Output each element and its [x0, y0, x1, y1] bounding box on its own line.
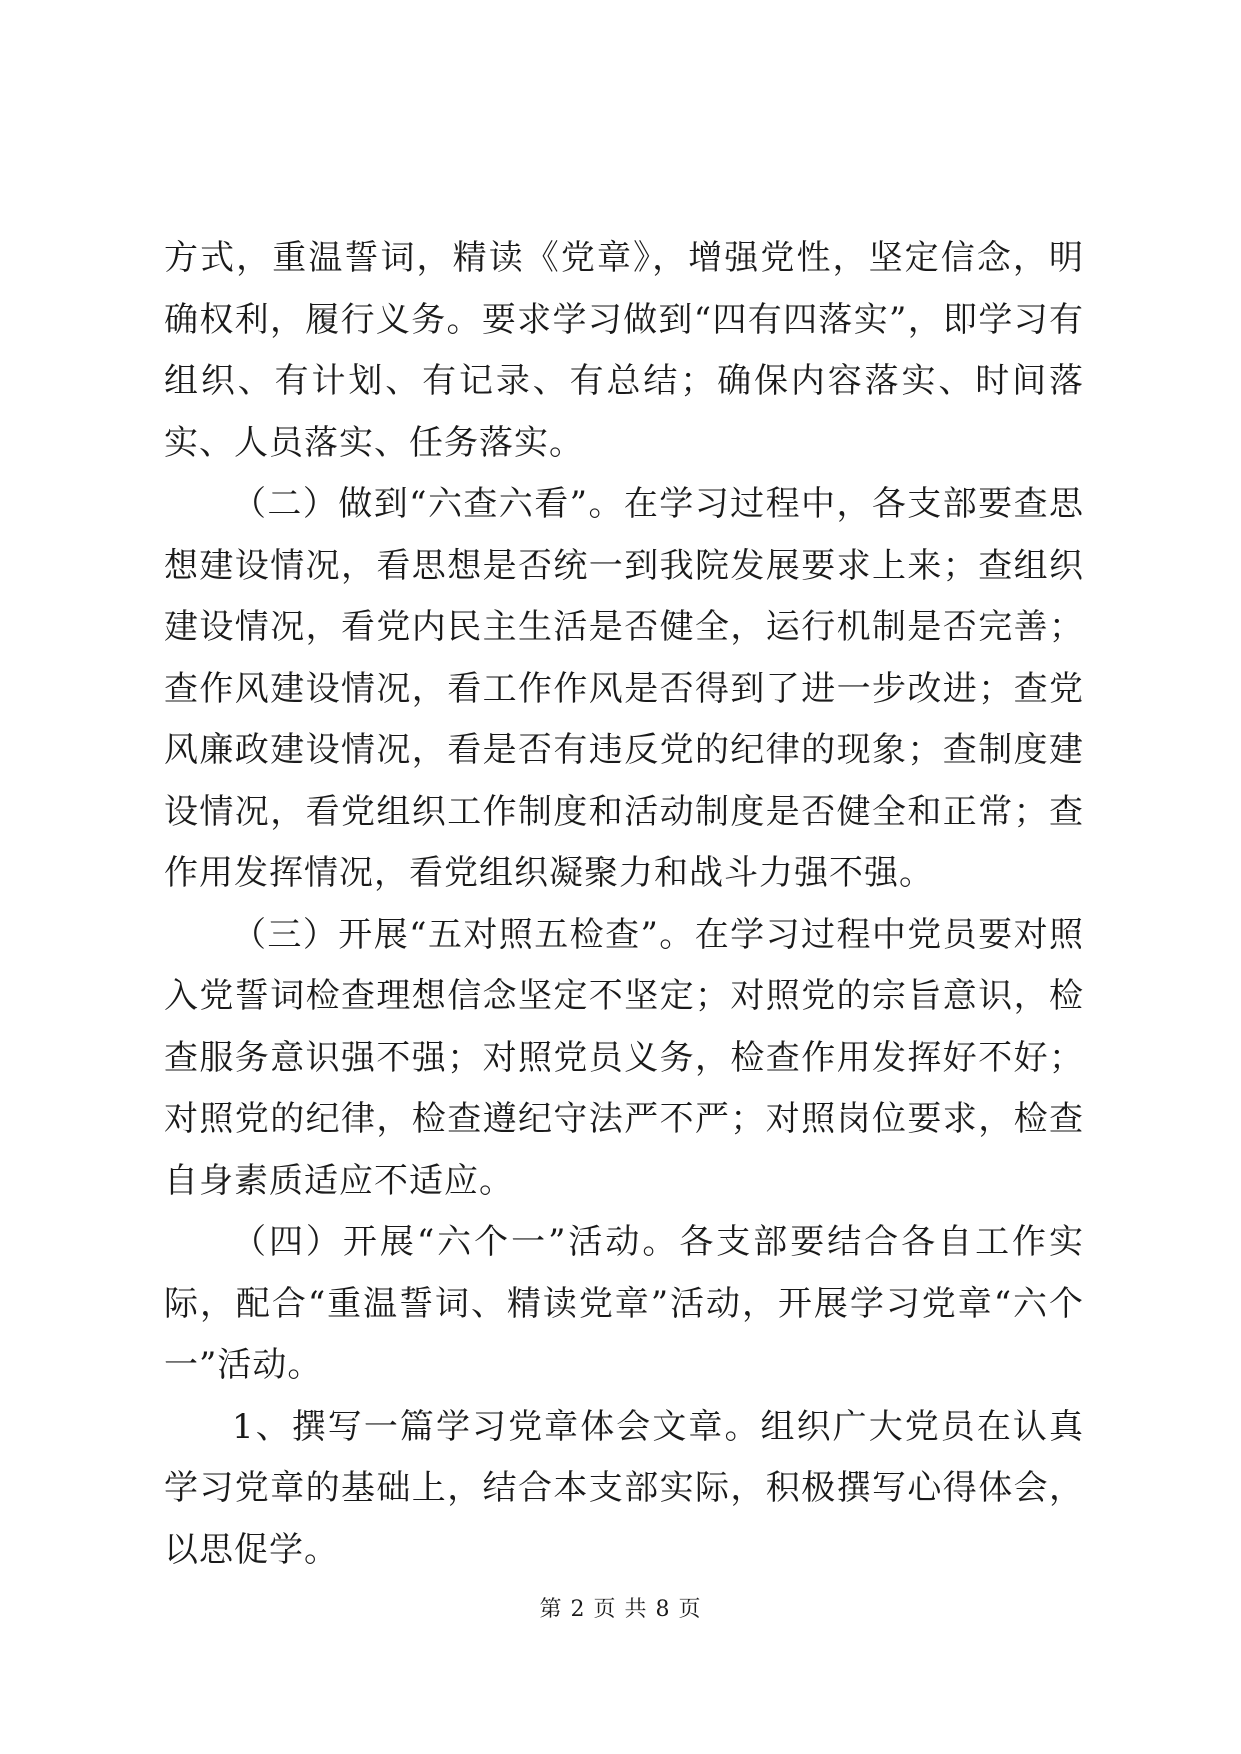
paragraph-5: 1、撰写一篇学习党章体会文章。组织广大党员在认真学习党章的基础上，结合本支部实际，积极撰写心得体会，以思促学。	[164, 1406, 1084, 1570]
page-footer: 第 2 页 共 8 页	[539, 1597, 702, 1622]
paragraph-3: （三）开展“五对照五检查”。在学习过程中党员要对照入党誓词检查理想信念坚定不坚定；对照党的宗旨意识，检查服务意识强不强；对照党员义务，检查作用发挥好不好；对照党的纪律，检查遵纪守法严不严；对照岗位要求，检查自身素质适应不适应。	[164, 914, 1084, 1201]
document-body	[164, 228, 1084, 1581]
paragraph-4: （四）开展“六个一”活动。各支部要结合各自工作实际，配合“重温誓词、精读党章”活动，开展学习党章“六个一”活动。	[164, 1222, 1084, 1385]
paragraph-2: （二）做到“六查六看”。在学习过程中，各支部要查思想建设情况，看思想是否统一到我院发展要求上来；查组织建设情况，看党内民主生活是否健全，运行机制是否完善；查作风建设情况，看工作作风是否得到了进一步改进；查党风廉政建设情况，看是否有违反党的纪律的现象；查制度建设情况，看党组织工作制度和活动制度是否健全和正常；查作用发挥情况，看党组织凝聚力和战斗力强不强。	[164, 484, 1084, 893]
paragraph-1: 方式，重温誓词，精读《党章》，增强党性，坚定信念，明确权利，履行义务。要求学习做到“四有四落实”，即学习有组织、有计划、有记录、有总结；确保内容落实、时间落实、人员落实、任务落实。	[164, 238, 1084, 463]
